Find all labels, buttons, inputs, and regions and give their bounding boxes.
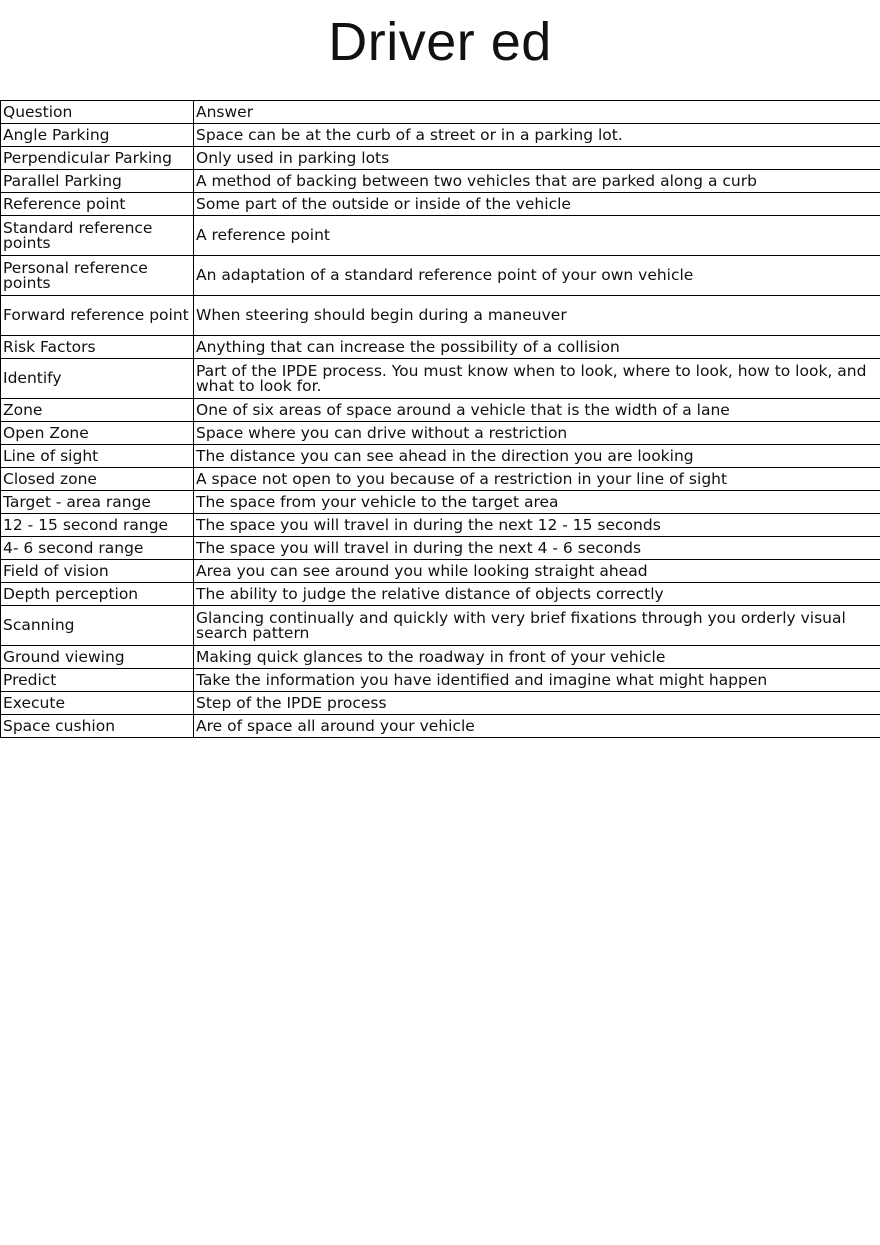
table-row [1,124,880,147]
question-cell: 4- 6 second range [1,537,194,560]
table-row [1,256,880,296]
table-row [1,193,880,216]
table-row [1,422,880,445]
table-row [1,537,880,560]
question-cell: Line of sight [1,445,194,468]
answer-cell: A method of backing between two vehicles that are parked along a curb [194,170,880,193]
table-row [1,514,880,537]
table-row [1,336,880,359]
answer-cell: When steering should begin during a maneuver [194,296,880,336]
question-cell: Scanning [1,606,194,646]
question-cell: Depth perception [1,583,194,606]
answer-cell: Part of the IPDE process. You must know when to look, where to look, how to look, and what to look for. [194,359,880,399]
question-cell: Standard reference points [1,216,194,256]
table-row [1,560,880,583]
answer-cell: Step of the IPDE process [194,692,880,715]
question-cell: Space cushion [1,715,194,738]
question-cell: Identify [1,359,194,399]
answer-cell: Glancing continually and quickly with very brief fixations through you orderly visual search pattern [194,606,880,646]
table-row [1,715,880,738]
table-row [1,468,880,491]
table-row [1,491,880,514]
answer-cell: Take the information you have identified and imagine what might happen [194,669,880,692]
answer-cell: Space where you can drive without a restriction [194,422,880,445]
answer-cell: A reference point [194,216,880,256]
question-cell: Closed zone [1,468,194,491]
answer-cell: One of six areas of space around a vehicle that is the width of a lane [194,399,880,422]
table-row [1,399,880,422]
answer-cell: Making quick glances to the roadway in front of your vehicle [194,646,880,669]
table-row [1,692,880,715]
header-question: Question [1,101,194,124]
question-cell: Target - area range [1,491,194,514]
question-cell: Open Zone [1,422,194,445]
answer-cell: A space not open to you because of a restriction in your line of sight [194,468,880,491]
question-cell: Forward reference point [1,296,194,336]
question-cell: Risk Factors [1,336,194,359]
answer-cell: The distance you can see ahead in the direction you are looking [194,445,880,468]
question-cell: Parallel Parking [1,170,194,193]
question-cell: Predict [1,669,194,692]
qa-table [0,100,880,738]
answer-cell: Are of space all around your vehicle [194,715,880,738]
question-cell: Angle Parking [1,124,194,147]
answer-cell: Space can be at the curb of a street or in a parking lot. [194,124,880,147]
answer-cell: Area you can see around you while looking straight ahead [194,560,880,583]
answer-cell: The space from your vehicle to the target area [194,491,880,514]
table-row [1,583,880,606]
table-header-row [1,101,880,124]
question-cell: Perpendicular Parking [1,147,194,170]
question-cell: Zone [1,399,194,422]
header-answer: Answer [194,101,880,124]
table-row [1,359,880,399]
table-row [1,445,880,468]
table-row [1,216,880,256]
page-title: Driver ed [328,12,552,72]
table-row [1,296,880,336]
table-row [1,170,880,193]
question-cell: 12 - 15 second range [1,514,194,537]
question-cell: Field of vision [1,560,194,583]
table-row [1,646,880,669]
question-cell: Personal reference points [1,256,194,296]
answer-cell: Anything that can increase the possibility of a collision [194,336,880,359]
question-cell: Ground viewing [1,646,194,669]
answer-cell: The space you will travel in during the next 12 - 15 seconds [194,514,880,537]
question-cell: Reference point [1,193,194,216]
question-cell: Execute [1,692,194,715]
answer-cell: An adaptation of a standard reference point of your own vehicle [194,256,880,296]
table-row [1,669,880,692]
answer-cell: The ability to judge the relative distance of objects correctly [194,583,880,606]
table-row [1,606,880,646]
answer-cell: The space you will travel in during the next 4 - 6 seconds [194,537,880,560]
answer-cell: Some part of the outside or inside of the vehicle [194,193,880,216]
answer-cell: Only used in parking lots [194,147,880,170]
table-row [1,147,880,170]
